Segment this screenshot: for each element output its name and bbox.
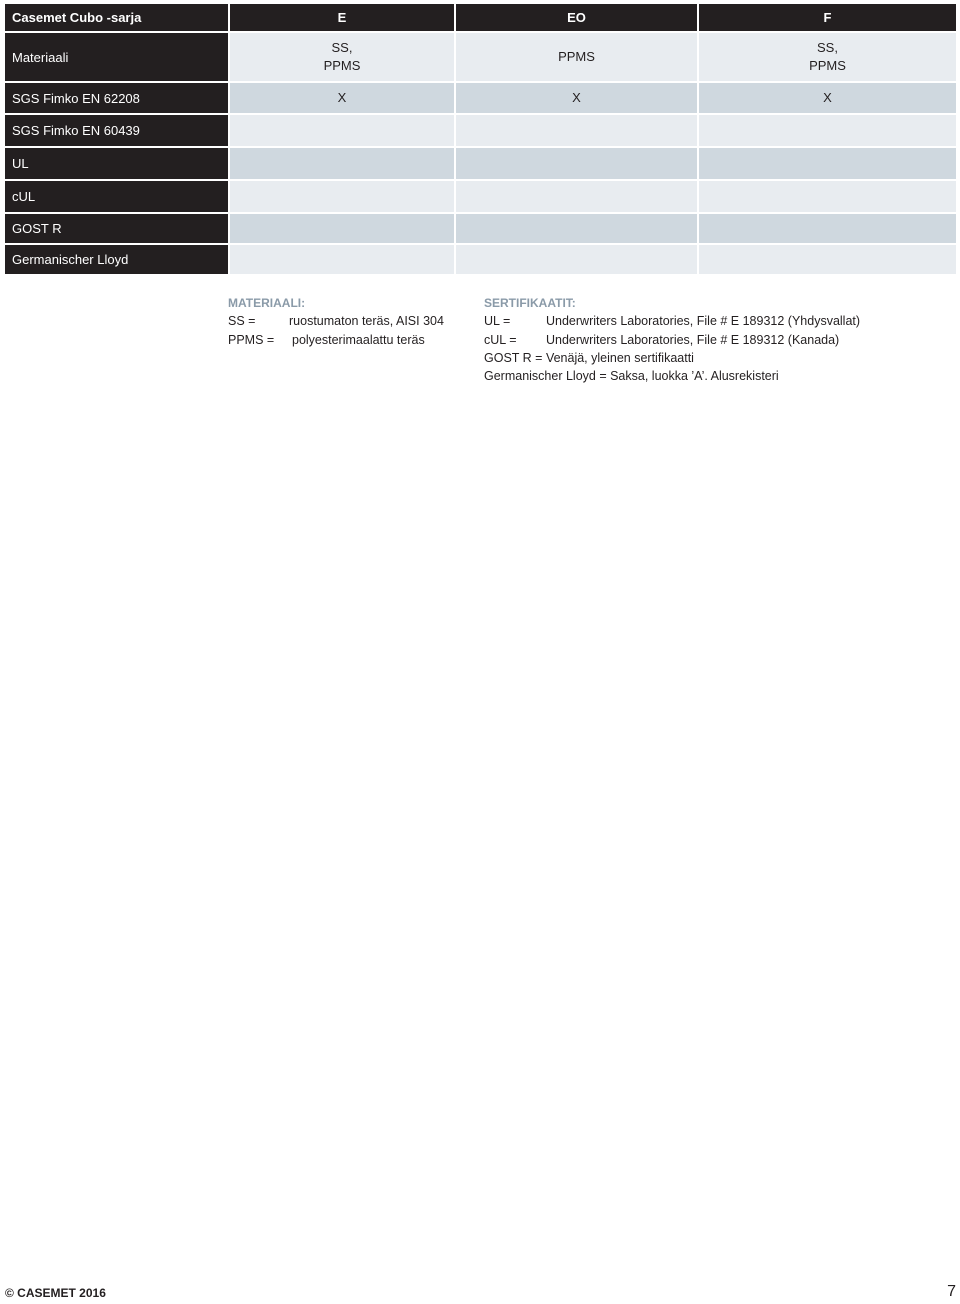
cell-eo — [454, 181, 697, 212]
legend-value: Underwriters Laboratories, File # E 189312 (Kanada) — [546, 332, 840, 347]
cell-e — [228, 115, 454, 146]
certification-table — [5, 4, 958, 274]
legend-value: ruostumaton teräs, AISI 304 — [289, 314, 444, 329]
cell-f: X — [697, 83, 956, 113]
legend-item — [228, 312, 444, 330]
cell-e: X — [228, 83, 454, 113]
cell-eo: PPMS — [454, 33, 697, 81]
cell-e — [228, 148, 454, 179]
cell-eo — [454, 148, 697, 179]
legend-key: cUL = — [484, 332, 517, 347]
table-row — [5, 115, 958, 148]
page-number: 7 — [947, 1283, 956, 1300]
cell-f — [697, 115, 956, 146]
cert-legend-heading: SERTIFIKAATIT: — [484, 296, 576, 310]
header-e: E — [228, 4, 454, 31]
cell-e — [228, 245, 454, 274]
cell-f — [697, 214, 956, 243]
cell-e — [228, 214, 454, 243]
cell-f: SS, PPMS — [697, 33, 956, 81]
cell-f — [697, 148, 956, 179]
certificate-legend — [484, 294, 860, 385]
legend-item-gost: GOST R = Venäjä, yleinen sertifikaatti — [484, 350, 694, 365]
legend-item — [228, 331, 444, 349]
row-label: UL — [5, 148, 228, 179]
legend-item-gl: Germanischer Lloyd = Saksa, luokka ’A’. Alusrekisteri — [484, 369, 779, 384]
legend-value: polyesterimaalattu teräs — [292, 332, 425, 347]
table-row — [5, 181, 958, 214]
cell-f — [697, 181, 956, 212]
header-eo: EO — [454, 4, 697, 31]
table-row — [5, 33, 958, 83]
material-legend — [228, 294, 444, 349]
header-series: Casemet Cubo -sarja — [5, 4, 228, 31]
cell-e: SS, PPMS — [228, 33, 454, 81]
legend-item — [484, 331, 860, 349]
row-label: SGS Fimko EN 60439 — [5, 115, 228, 146]
copyright: © CASEMET 2016 — [5, 1286, 106, 1300]
row-label: SGS Fimko EN 62208 — [5, 83, 228, 113]
cell-eo — [454, 245, 697, 274]
table-header-row — [5, 4, 958, 33]
cell-e — [228, 181, 454, 212]
row-label: GOST R — [5, 214, 228, 243]
cell-eo — [454, 214, 697, 243]
row-label: Materiaali — [5, 33, 228, 81]
table-row — [5, 148, 958, 181]
header-f: F — [697, 4, 956, 31]
cell-f — [697, 245, 956, 274]
legend-key: UL = — [484, 314, 511, 329]
table-row — [5, 83, 958, 115]
row-label: cUL — [5, 181, 228, 212]
table-row — [5, 245, 958, 274]
material-legend-heading: MATERIAALI: — [228, 296, 306, 310]
row-label: Germanischer Lloyd — [5, 245, 228, 274]
table-row — [5, 214, 958, 245]
cell-eo: X — [454, 83, 697, 113]
cell-eo — [454, 115, 697, 146]
legend-key: SS = — [228, 314, 256, 329]
legend-item — [484, 312, 860, 330]
legend-key: PPMS = — [228, 332, 275, 347]
legend-value: Underwriters Laboratories, File # E 189312 (Yhdysvallat) — [546, 314, 861, 329]
